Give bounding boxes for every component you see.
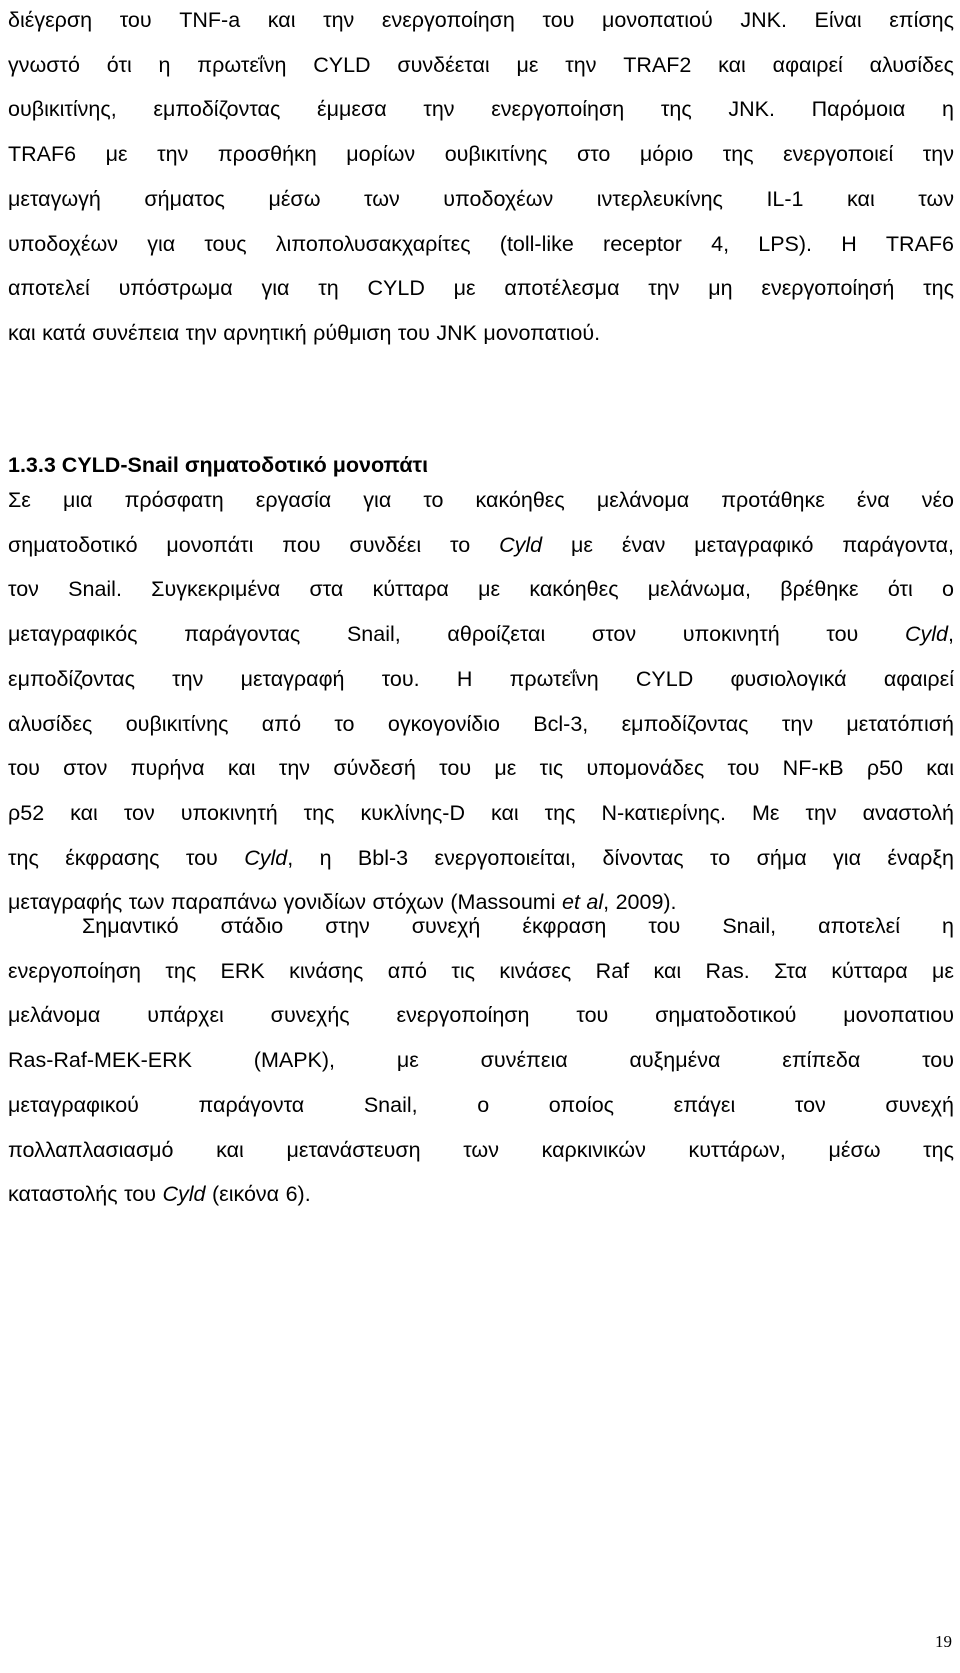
text-line: γνωστό ότι η πρωτεΐνη CYLD συνδέεται με την TRAF2 και αφαιρεί αλυσίδες — [8, 52, 954, 77]
paragraph-cyld-snail — [8, 478, 954, 925]
page-number: 19 — [935, 1632, 952, 1651]
text-line: μεταγωγή σήματος μέσω των υποδοχέων ιντερλευκίνης IL-1 και των — [8, 186, 954, 211]
text-line: ουβικιτίνης, εμποδίζοντας έμμεσα την ενεργοποίηση της JNK. Παρόμοια η — [8, 97, 954, 122]
text-line: διέγερση του TNF-a και την ενεργοποίηση του μονοπατιού JNK. Είναι επίσης — [8, 8, 954, 32]
gene-name: Cyld — [499, 532, 543, 557]
text-line: TRAF6 με την προσθήκη μορίων ουβικιτίνης στο μόριο της ενεργοποιεί την — [8, 142, 954, 167]
text-line: αποτελεί υπόστρωμα για τη CYLD με αποτέλεσμα την μη ενεργοποίησή της — [8, 276, 954, 301]
text-line: και κατά συνέπεια την αρνητική ρύθμιση του JNK μονοπατιού. — [8, 320, 601, 345]
gene-name: Cyld — [905, 622, 949, 647]
text-line: πολλαπλασιασμό και μετανάστευση των καρκινικών κυττάρων, μέσω της — [8, 1137, 954, 1162]
text-line: ενεργοποίηση της ERK κινάσης από τις κινάσες Raf και Ras. Στα κύτταρα με — [8, 958, 954, 983]
text-line: μεταγραφής των παραπάνω γονιδίων στόχων (Massoumi et al, 2009). — [8, 890, 677, 915]
text-line: υποδοχέων για τους λιποπολυσακχαρίτες (toll-like receptor 4, LPS). Η TRAF6 — [8, 231, 954, 256]
text-line: ρ52 και τον υποκινητή της κυκλίνης-D και της Ν-κατιερίνης. Με την αναστολή — [8, 800, 954, 825]
text-line: Ras-Raf-MEK-ERK (MAPK), με συνέπεια αυξημένα επίπεδα του — [8, 1048, 954, 1073]
text-line: σηματοδοτικό μονοπάτι που συνδέει το Cyld με έναν μεταγραφικό παράγοντα, — [8, 532, 954, 557]
text-line: του στον πυρήνα και την σύνδεσή του με τις υπομονάδες του NF-κB ρ50 και — [8, 756, 954, 781]
text-line: καταστολής του Cyld (εικόνα 6). — [8, 1182, 311, 1207]
text-line: μεταγραφικού παράγοντα Snail, ο οποίος επάγει τον συνεχή — [8, 1092, 954, 1117]
section-heading: 1.3.3 CYLD-Snail σηματοδοτικό μονοπάτι — [8, 453, 429, 477]
gene-name: Cyld — [244, 845, 288, 870]
text-line: Σημαντικό στάδιο στην συνεχή έκφραση του Snail, αποτελεί η — [82, 914, 954, 938]
gene-name: Cyld — [162, 1182, 206, 1207]
text-line: μεταγραφικός παράγοντας Snail, αθροίζεται στον υποκινητή του Cyld, — [8, 622, 954, 647]
text-line: μελάνομα υπάρχει συνεχής ενεργοποίηση του σηματοδοτικού μονοπατιου — [8, 1003, 954, 1028]
text-line: τον Snail. Συγκεκριμένα στα κύτταρα με κακόηθες μελάνωμα, βρέθηκε ότι ο — [8, 577, 954, 602]
text-line: Σε μια πρόσφατη εργασία για το κακόηθες μελάνομα προτάθηκε ένα νέο — [8, 488, 954, 512]
text-line: της έκφρασης του Cyld, η Bbl-3 ενεργοποιείται, δίνοντας το σήμα για έναρξη — [8, 845, 954, 870]
paragraph-traf-signaling — [8, 0, 954, 356]
text-line: αλυσίδες ουβικιτίνης από το ογκογονίδιο Bcl-3, εμποδίζοντας την μετατόπισή — [8, 711, 954, 736]
text-line: εμποδίζοντας την μεταγραφή του. Η πρωτεΐνη CYLD φυσιολογικά αφαιρεί — [8, 666, 954, 691]
paragraph-erk-activation — [8, 904, 954, 1217]
citation-etal: et al — [561, 890, 604, 915]
